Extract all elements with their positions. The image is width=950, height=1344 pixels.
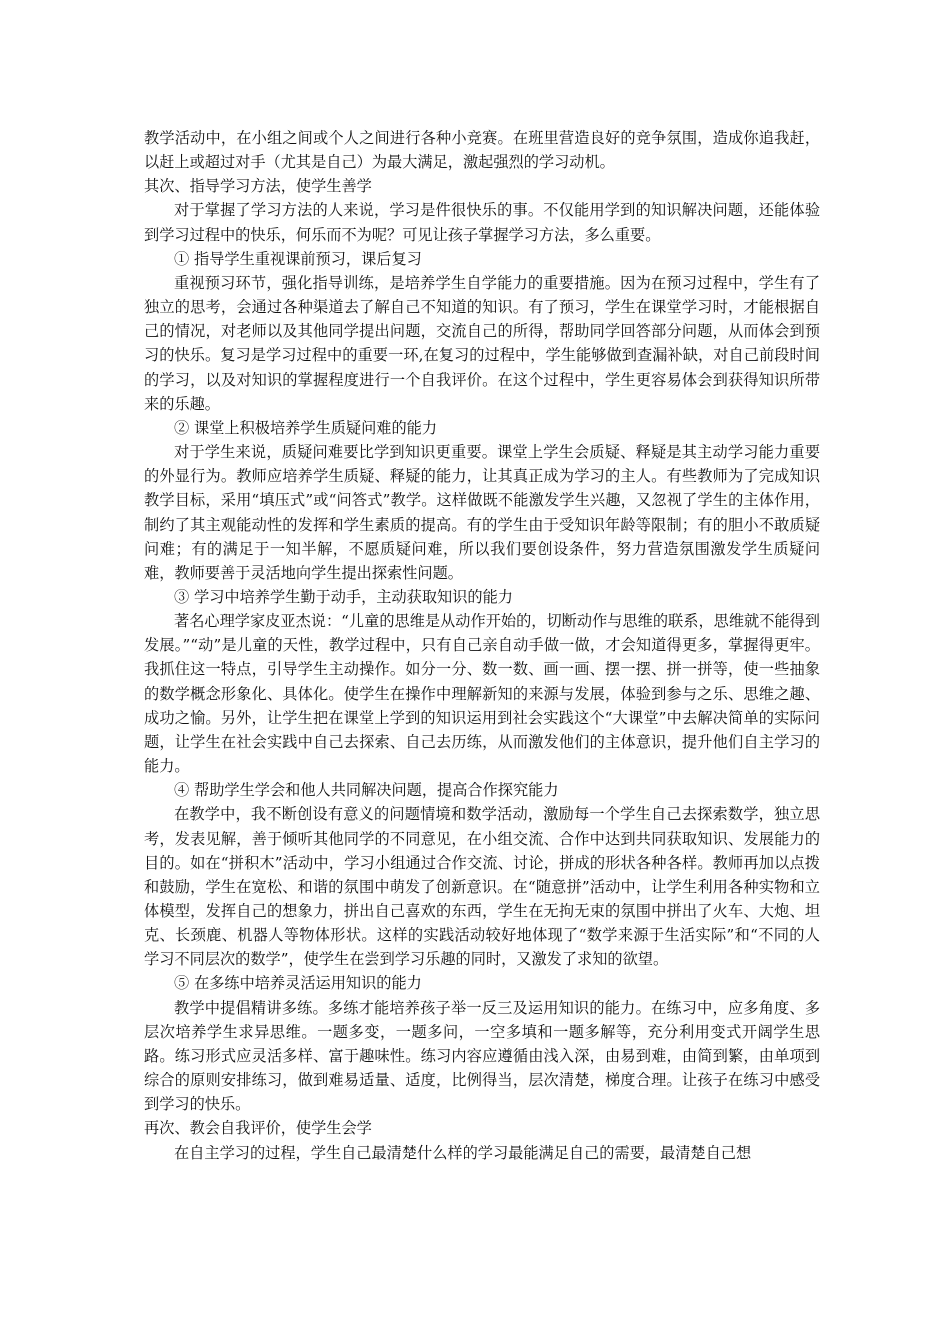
paragraph-questioning: 对于学生来说，质疑问难要比学到知识更重要。课堂上学生会质疑、释疑是其主动学习能力重要的外显行为。教师应培养学生质疑、释疑的能力，让其真正成为学习的主人。有些教师为了完成知识教学目标，采用“填压式”或“问答式”教学。这样做既不能激发学生兴趣，又忽视了学生的主体作用，制约了其主观能动性的发挥和学生素质的提高。有的学生由于受知识年龄等限制；有的胆小不敢质疑问难；有的满足于一知半解，不愿质疑问难，所以我们要创设条件，努力营造氛围激发学生质疑问难，教师要善于灵活地向学生提出探索性问题。 [144,443,820,582]
paragraph-cooperation: 在教学中，我不断创设有意义的问题情境和数学活动，激励每一个学生自己去探索数学，独立思考，发表见解，善于倾听其他同学的不同意见，在小组交流、合作中达到共同获取知识、发展能力的目的。如在“拼积木”活动中，学习小组通过合作交流、讨论，拼成的形状各种各样。教师再加以点拨和鼓励，学生在宽松、和谐的氛围中萌发了创新意识。在“随意拼”活动中，让学生利用各种实物和立体模型，发挥自己的想象力，拼出自己喜欢的东西，学生在无拘无束的氛围中拼出了火车、大炮、坦克、长颈鹿、机器人等物体形状。这样的实践活动较好地体现了“数学来源于生活实际”和“不同的人学习不同层次的数学”，使学生在尝到学习乐趣的同时，又激发了求知的欲望。 [144,805,820,969]
paragraph-self-evaluation: 在自主学习的过程，学生自己最清楚什么样的学习最能满足自己的需要，最清楚自己想 [174,1143,752,1162]
paragraph-continuation: 教学活动中，在小组之间或个人之间进行各种小竞赛。在班里营造良好的竞争氛围，造成你追我赶，以赶上或超过对手（尤其是自己）为最大满足，激起强烈的学习动机。 [144,129,820,172]
subheading-4: ④ 帮助学生学会和他人共同解决问题，提高合作探究能力 [174,781,559,800]
paragraph-practice: 教学中提倡精讲多练。多练才能培养孩子举一反三及运用知识的能力。在练习中，应多角度、多层次培养学生求异思维。一题多变，一题多问，一空多填和一题多解等，充分利用变式开阔学生思路。练习形式应灵活多样、富于趣味性。练习内容应遵循由浅入深，由易到难，由简到繁，由单项到综合的原则安排练习，做到难易适量、适度，比例得当，层次清楚，梯度合理。让孩子在练习中感受到学习的快乐。 [144,998,820,1114]
subheading-3: ③ 学习中培养学生勤于动手，主动获取知识的能力 [174,587,513,606]
section-heading-third: 再次、教会自我评价，使学生会学 [144,1119,372,1138]
subheading-1: ① 指导学生重视课前预习，课后复习 [174,249,422,268]
paragraph-hands-on: 著名心理学家皮亚杰说：“儿童的思维是从动作开始的，切断动作与思维的联系，思维就不能得到发展。”“动”是儿童的天性，教学过程中，只有自己亲自动手做一做，才会知道得更多，掌握得更牢。我抓住这一特点，引导学生主动操作。如分一分、数一数、画一画、摆一摆、拼一拼等，使一些抽象的数学概念形象化、具体化。使学生在操作中理解新知的来源与发展，体验到参与之乐、思维之趣、成功之愉。另外，让学生把在课堂上学到的知识运用到社会实践这个“大课堂”中去解决简单的实际问题，让学生在社会实践中自己去探索、自己去历练，从而激发他们的主体意识，提升他们自主学习的能力。 [144,612,820,776]
document-body [144,126,820,1165]
section-heading-second: 其次、指导学习方法，使学生善学 [144,177,372,196]
subheading-5: ⑤ 在多练中培养灵活运用知识的能力 [174,974,422,993]
paragraph-preview-review: 重视预习环节，强化指导训练，是培养学生自学能力的重要措施。因为在预习过程中，学生有了独立的思考，会通过各种渠道去了解自己不知道的知识。有了预习，学生在课堂学习时，才能根据自己的情况，对老师以及其他同学提出问题，交流自己的所得，帮助同学回答部分问题，从而体会到预习的快乐。复习是学习过程中的重要一环,在复习的过程中，学生能够做到查漏补缺，对自己前段时间的学习，以及对知识的掌握程度进行一个自我评价。在这个过程中，学生更容易体会到获得知识所带来的乐趣。 [144,273,820,413]
paragraph-learning-methods: 对于掌握了学习方法的人来说，学习是件很快乐的事。不仅能用学到的知识解决问题，还能体验到学习过程中的快乐，何乐而不为呢？可见让孩子掌握学习方法，多么重要。 [144,201,820,244]
subheading-2: ② 课堂上积极培养学生质疑问难的能力 [174,418,438,437]
